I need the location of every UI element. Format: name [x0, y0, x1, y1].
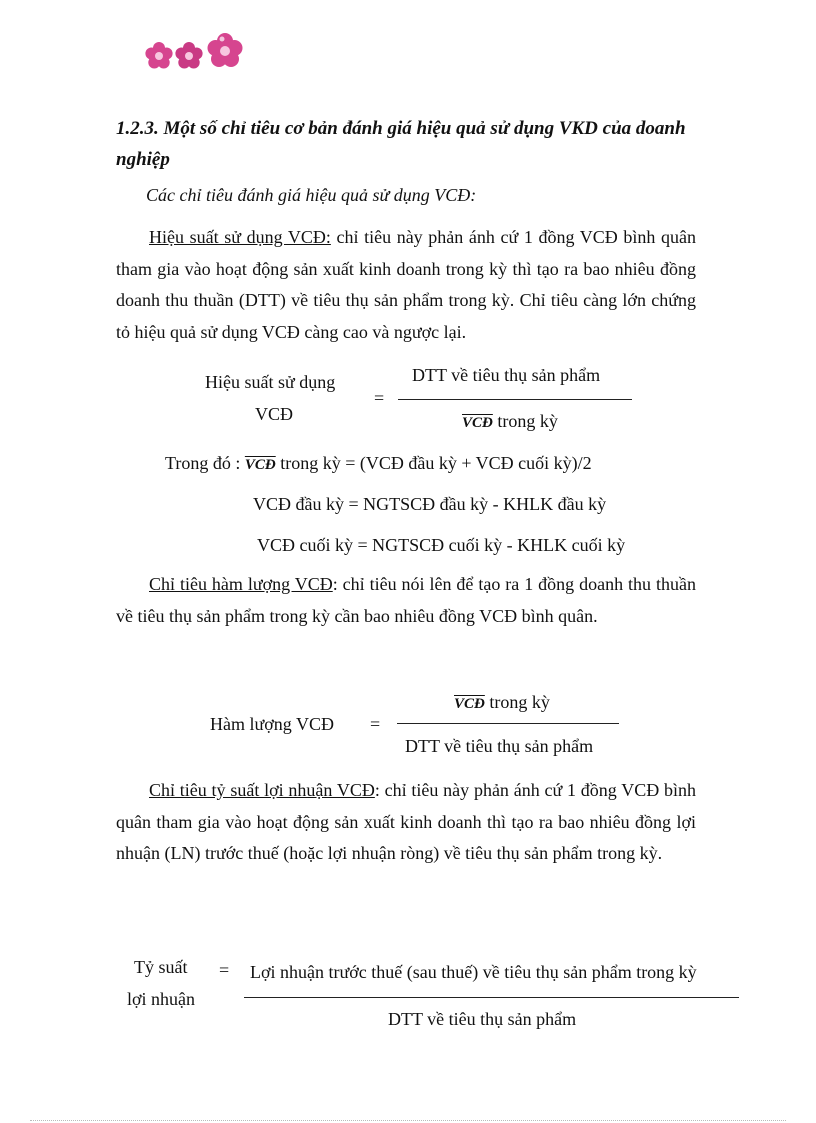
formula2-equals: = [370, 714, 381, 734]
term-content: Chỉ tiêu hàm lượng VCĐ [149, 574, 333, 594]
formula1-numerator: DTT về tiêu thụ sản phẩm [412, 365, 601, 385]
term-profit: Chỉ tiêu tỷ suất lợi nhuận VCĐ [149, 780, 375, 800]
page-bottom-divider [30, 1120, 786, 1121]
formula1-fraction-bar [398, 399, 632, 400]
section-heading: 1.2.3. Một số chỉ tiêu cơ bản đánh giá hiệu quả sử dụng VKD của doanh nghiệp [116, 118, 686, 170]
flower-icon [145, 42, 172, 69]
paragraph-text: : chỉ tiêu này phản ánh cứ 1 đồng VCĐ bình quân tham gia vào hoạt động sản xuất kinh doanh thì tạo ra bao nhiêu đồng lợi nhuận (LN) trước thuế (hoặc lợi nhuận ròng) về tiêu thụ sản phẩm trong kỳ. [116, 780, 697, 863]
formula2-lhs: Hàm lượng VCĐ [210, 714, 334, 734]
formula3-lhs-line1: Tỷ suất [134, 957, 188, 977]
term-efficiency: Hiệu suất sử dụng VCĐ: [149, 227, 331, 247]
flower-icon [175, 42, 202, 69]
vcd-average-symbol: $\overline{VCĐ}$ [454, 696, 485, 712]
formula1-lhs-line2: VCĐ [255, 404, 294, 424]
formula3-denominator: DTT về tiêu thụ sản phẩm [388, 1009, 577, 1029]
where-line1: Trong đó : $\overline{VCĐ}$ trong kỳ = (VCĐ đầu kỳ + VCĐ cuối kỳ)/2 [165, 453, 592, 473]
where-line2: VCĐ đầu kỳ = NGTSCĐ đầu kỳ - KHLK đầu kỳ [253, 494, 607, 514]
paragraph-content [116, 569, 696, 632]
formula1-lhs-line1: Hiệu suất sử dụng [205, 372, 336, 392]
flower-icon [208, 33, 243, 67]
where-line3: VCĐ cuối kỳ = NGTSCĐ cuối kỳ - KHLK cuối kỳ [257, 535, 626, 555]
formula2-numerator: $\overline{VCĐ}$ trong kỳ [454, 692, 550, 712]
formula1-denominator: $\overline{VCĐ}$ trong kỳ [462, 411, 558, 431]
paragraph-text: chỉ tiêu này phản ánh cứ 1 đồng VCĐ bình quân tham gia vào hoạt động sản xuất kinh doanh trong kỳ thì tạo ra bao nhiêu đồng doanh thu thuần (DTT) về tiêu thụ sản phẩm trong kỳ. Chỉ tiêu càng lớn chứng tỏ hiệu quả sử dụng VCĐ càng cao và ngược lại. [116, 227, 696, 342]
paragraph-text: : chỉ tiêu nói lên để tạo ra 1 đồng doanh thu thuần về tiêu thụ sản phẩm trong kỳ cần bao nhiêu đồng VCĐ bình quân. [116, 574, 696, 626]
formula1-equals: = [374, 388, 385, 408]
formula3-fraction-bar [244, 997, 739, 998]
paragraph-profit [116, 775, 696, 870]
formula2-fraction-bar [397, 723, 619, 724]
formula3-lhs-line2: lợi nhuận [127, 989, 196, 1009]
formula3-numerator: Lợi nhuận trước thuế (sau thuế) về tiêu thụ sản phẩm trong kỳ [250, 962, 697, 982]
pink-flowers-icon [143, 32, 249, 72]
paragraph-efficiency [116, 222, 696, 348]
intro-text: Các chỉ tiêu đánh giá hiệu quả sử dụng VCĐ: [146, 185, 477, 205]
formula2-denominator: DTT về tiêu thụ sản phẩm [405, 736, 594, 756]
vcd-average-symbol: $\overline{VCĐ}$ [462, 415, 493, 431]
formula3-equals: = [219, 960, 230, 980]
vcd-average-symbol: $\overline{VCĐ}$ [244, 457, 276, 473]
